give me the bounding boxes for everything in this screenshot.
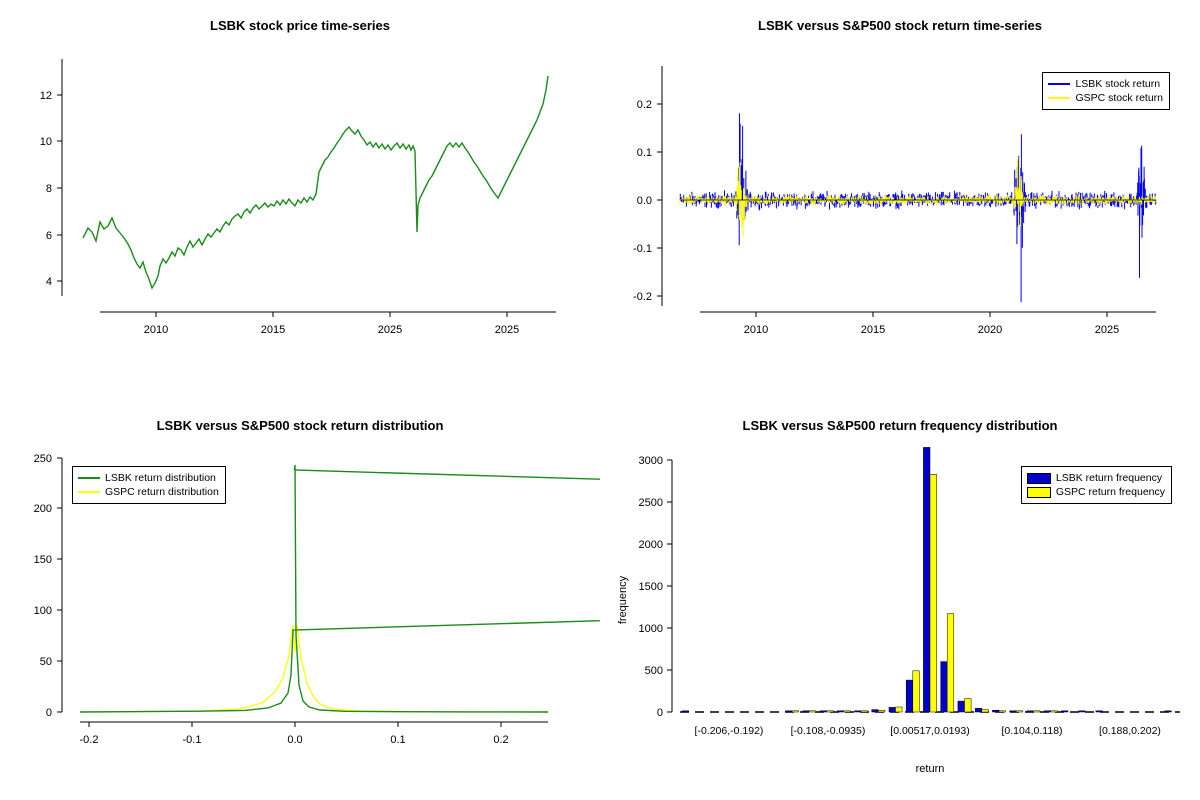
frequency-xtick-labels xyxy=(695,725,1161,737)
histogram-bar xyxy=(992,710,999,712)
density-ytick-labels xyxy=(34,453,52,719)
panel-title-price: LSBK stock price time-series xyxy=(210,18,390,33)
svg-text:1500: 1500 xyxy=(638,581,663,593)
svg-text:-0.2: -0.2 xyxy=(79,734,99,746)
histogram-bar xyxy=(1010,711,1017,712)
return-frequency-plot xyxy=(600,400,1200,800)
histogram-bar xyxy=(844,711,851,712)
svg-text:[0.104,0.118): [0.104,0.118) xyxy=(1001,725,1063,737)
density-legend xyxy=(72,466,226,504)
legend-item-gspc-density xyxy=(78,485,219,499)
frequency-xlabel: return xyxy=(915,763,945,775)
density-xtick-labels xyxy=(80,734,509,746)
svg-text:0.0: 0.0 xyxy=(636,195,652,207)
svg-text:150: 150 xyxy=(33,554,52,566)
frequency-axes xyxy=(667,460,672,712)
svg-text:1000: 1000 xyxy=(638,623,663,635)
histogram-bar xyxy=(837,711,844,712)
svg-text:[0.188,0.202): [0.188,0.202) xyxy=(1099,725,1161,737)
svg-text:2015: 2015 xyxy=(860,324,886,336)
svg-text:2025: 2025 xyxy=(1094,324,1120,336)
svg-text:2020: 2020 xyxy=(977,324,1003,336)
histogram-bar xyxy=(1016,711,1023,712)
svg-text:-0.2: -0.2 xyxy=(633,291,652,303)
histogram-bar xyxy=(820,711,827,712)
return-ts-legend xyxy=(1042,72,1170,110)
histogram-bar xyxy=(1079,711,1086,712)
histogram-bar xyxy=(975,708,982,712)
histogram-bar xyxy=(878,710,885,712)
svg-text:0.2: 0.2 xyxy=(493,734,509,746)
legend-label-lsbk-frequency: LSBK return frequency xyxy=(1055,472,1163,484)
histogram-bar xyxy=(1044,711,1051,712)
return-ts-xtick-labels xyxy=(744,324,1119,336)
histogram-bar xyxy=(889,707,896,712)
legend-key-lsbk-density-icon xyxy=(78,477,100,479)
histogram-bar xyxy=(803,711,810,712)
legend-label-gspc-return: GSPC stock return xyxy=(1075,92,1163,104)
histogram-bar xyxy=(1061,711,1068,712)
svg-text:250: 250 xyxy=(33,453,52,465)
panel-title-return-ts: LSBK versus S&P500 stock return time-series xyxy=(758,18,1042,33)
svg-text:8: 8 xyxy=(45,183,52,195)
frequency-legend xyxy=(1021,466,1172,504)
gspc-density-curve xyxy=(80,625,548,712)
svg-text:50: 50 xyxy=(39,656,52,668)
svg-text:2010: 2010 xyxy=(143,324,169,336)
histogram-bar xyxy=(930,474,937,712)
svg-text:100: 100 xyxy=(33,605,52,617)
price-axes xyxy=(57,59,556,317)
price-xtick-labels xyxy=(144,324,519,336)
svg-text:[-0.108,-0.0935): [-0.108,-0.0935) xyxy=(790,725,866,737)
legend-key-lsbk-frequency-icon xyxy=(1027,473,1051,484)
histogram-bar xyxy=(827,711,834,712)
histogram-bar xyxy=(872,710,879,712)
histogram-bar xyxy=(999,711,1006,712)
histogram-bar xyxy=(965,699,972,712)
svg-text:2025: 2025 xyxy=(494,324,520,336)
svg-text:6: 6 xyxy=(45,230,52,242)
price-timeseries-plot xyxy=(0,0,600,400)
return-timeseries-plot xyxy=(600,0,1200,400)
histogram-bar xyxy=(1033,711,1040,712)
panel-return-frequency xyxy=(600,400,1200,800)
svg-text:0: 0 xyxy=(45,707,52,719)
svg-text:0.1: 0.1 xyxy=(390,734,406,746)
svg-text:2000: 2000 xyxy=(638,539,663,551)
svg-text:0: 0 xyxy=(656,707,663,719)
histogram-bar xyxy=(1165,711,1172,712)
frequency-ylabel: frequency xyxy=(617,575,629,625)
svg-text:4: 4 xyxy=(45,276,52,288)
legend-label-gspc-frequency: GSPC return frequency xyxy=(1055,486,1165,498)
svg-text:0.1: 0.1 xyxy=(636,147,652,159)
price-series-line xyxy=(83,76,548,288)
svg-text:-0.1: -0.1 xyxy=(182,734,202,746)
legend-key-gspc-return-icon xyxy=(1048,97,1070,99)
svg-text:0.0: 0.0 xyxy=(287,734,303,746)
legend-item-lsbk-frequency xyxy=(1027,471,1165,485)
legend-item-gspc-frequency xyxy=(1027,485,1165,499)
panel-title-return-frequency: LSBK versus S&P500 return frequency distribution xyxy=(742,418,1058,433)
svg-text:-0.1: -0.1 xyxy=(633,243,652,255)
histogram-bar xyxy=(682,711,689,712)
histogram-bar xyxy=(941,662,948,712)
svg-text:2015: 2015 xyxy=(260,324,286,336)
legend-key-gspc-density-icon xyxy=(78,491,100,493)
panel-return-density xyxy=(0,400,600,800)
return-density-plot xyxy=(0,400,600,800)
histogram-bar xyxy=(923,447,930,712)
histogram-bar xyxy=(982,710,989,713)
histogram-bar xyxy=(809,711,816,712)
legend-item-gspc-return xyxy=(1048,91,1163,105)
svg-text:10: 10 xyxy=(39,136,52,148)
svg-text:2010: 2010 xyxy=(743,324,769,336)
svg-text:2025: 2025 xyxy=(377,324,403,336)
legend-label-lsbk-return: LSBK stock return xyxy=(1075,78,1161,90)
histogram-bar xyxy=(855,711,862,712)
histogram-bar xyxy=(1051,711,1058,712)
return-noise-group xyxy=(680,113,1156,302)
histogram-bar xyxy=(1027,711,1034,712)
svg-text:500: 500 xyxy=(644,665,663,677)
histogram-bar xyxy=(958,701,965,712)
svg-text:[-0.206,-0.192): [-0.206,-0.192) xyxy=(694,725,764,737)
svg-text:0.2: 0.2 xyxy=(636,99,652,111)
legend-key-gspc-frequency-icon xyxy=(1027,487,1051,498)
legend-key-lsbk-return-icon xyxy=(1048,83,1070,85)
histogram-bar xyxy=(906,680,913,712)
panel-title-return-density: LSBK versus S&P500 stock return distribution xyxy=(156,418,444,433)
legend-label-lsbk-density: LSBK return distribution xyxy=(105,472,216,484)
panel-return-timeseries xyxy=(600,0,1200,400)
return-ts-ytick-labels xyxy=(633,99,652,303)
svg-text:[0.00517,0.0193): [0.00517,0.0193) xyxy=(890,725,970,737)
legend-item-lsbk-return xyxy=(1048,77,1163,91)
histogram-bar xyxy=(947,614,954,712)
histogram-bar xyxy=(792,711,799,712)
svg-text:3000: 3000 xyxy=(638,455,663,467)
legend-label-gspc-density: GSPC return distribution xyxy=(105,486,219,498)
panel-price-timeseries xyxy=(0,0,600,400)
frequency-ytick-labels xyxy=(639,455,663,719)
svg-text:2500: 2500 xyxy=(638,497,663,509)
histogram-bar xyxy=(786,711,793,712)
lsbk-stock-return xyxy=(680,113,1156,302)
svg-text:12: 12 xyxy=(39,90,52,102)
histogram-bar xyxy=(1096,711,1103,712)
legend-item-lsbk-density xyxy=(78,471,219,485)
svg-text:200: 200 xyxy=(33,503,52,515)
histogram-bar xyxy=(861,711,868,712)
price-ytick-labels xyxy=(40,90,52,288)
histogram-bar xyxy=(896,707,903,712)
histogram-bar xyxy=(913,671,920,712)
